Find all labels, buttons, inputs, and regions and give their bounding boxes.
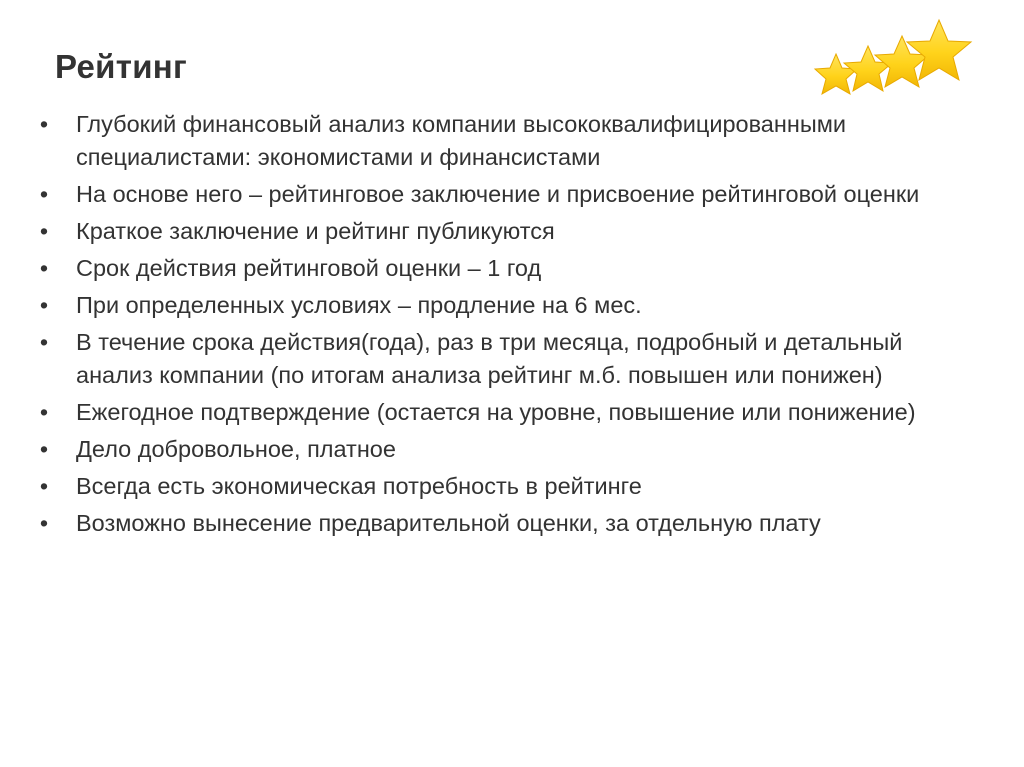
bullet-item bbox=[0, 470, 1000, 503]
bullet-item bbox=[0, 252, 1000, 285]
bullet-dot: • bbox=[39, 292, 49, 318]
bullet-item bbox=[0, 396, 1000, 429]
bullet-text: Дело добровольное, платное bbox=[76, 436, 396, 462]
bullet-item bbox=[0, 289, 1000, 322]
bullet-text: Глубокий финансовый анализ компании высококвалифицированными специалистами: экономистами и финансистами bbox=[76, 111, 847, 170]
bullet-text: Ежегодное подтверждение (остается на уровне, повышение или понижение) bbox=[76, 399, 916, 425]
bullet-text: В течение срока действия(года), раз в три месяца, подробный и детальный анализ компании (по итогам анализа рейтинг м.б. повышен или понижен) bbox=[76, 329, 903, 388]
bullet-dot: • bbox=[39, 181, 49, 207]
bullet-dot: • bbox=[39, 473, 49, 499]
bullet-dot: • bbox=[39, 436, 49, 462]
bullet-text: Возможно вынесение предварительной оценки, за отдельную плату bbox=[76, 510, 821, 536]
bullet-text: Всегда есть экономическая потребность в рейтинге bbox=[76, 473, 642, 499]
bullet-text: Срок действия рейтинговой оценки – 1 год bbox=[76, 255, 542, 281]
rating-stars-icon bbox=[806, 12, 982, 104]
bullet-item bbox=[0, 326, 1000, 392]
bullet-item bbox=[0, 178, 1000, 211]
bullet-dot: • bbox=[39, 111, 49, 137]
bullet-item bbox=[0, 507, 1000, 540]
bullet-text: Краткое заключение и рейтинг публикуются bbox=[76, 218, 555, 244]
bullet-text: При определенных условиях – продление на 6 мес. bbox=[76, 292, 642, 318]
bullet-dot: • bbox=[39, 255, 49, 281]
star-1-icon bbox=[815, 54, 857, 94]
bullet-list bbox=[0, 108, 1000, 544]
slide-title: Рейтинг bbox=[55, 48, 188, 85]
bullet-item bbox=[0, 215, 1000, 248]
bullet-item bbox=[0, 433, 1000, 466]
star-2-icon bbox=[844, 46, 892, 91]
bullet-item bbox=[0, 108, 1000, 174]
bullet-text: На основе него – рейтинговое заключение и присвоение рейтинговой оценки bbox=[76, 181, 920, 207]
bullet-dot: • bbox=[39, 510, 49, 536]
star-4-icon bbox=[907, 20, 971, 80]
bullet-dot: • bbox=[39, 399, 49, 425]
bullet-dot: • bbox=[39, 329, 49, 355]
bullet-dot: • bbox=[39, 218, 49, 244]
